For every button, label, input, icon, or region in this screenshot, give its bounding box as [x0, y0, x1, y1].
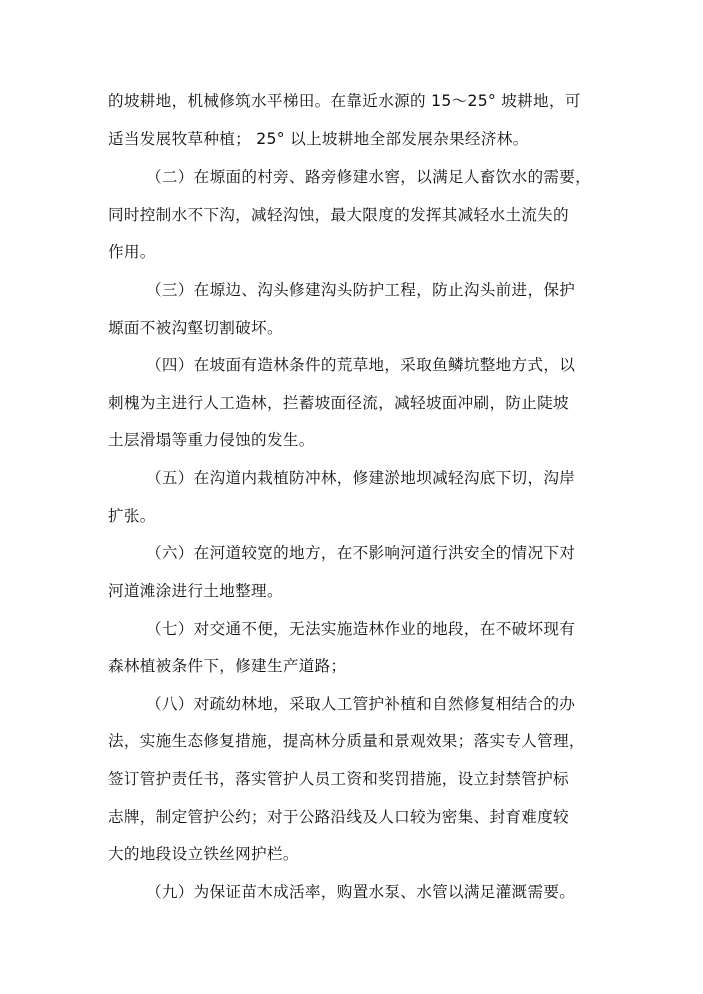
text-line: 法，实施生态修复措施，提高林分质量和景观效果；落实专人管理，	[108, 732, 585, 750]
text-line: 作用。	[108, 243, 156, 261]
text-line: 塬面不被沟壑切割破坏。	[108, 319, 283, 337]
text-line: 刺槐为主进行人工造林，拦蓄坡面径流，减轻坡面冲刷，防止陡坡	[108, 394, 569, 412]
text-line: 志牌，制定管护公约；对于公路沿线及人口较为密集、封育难度较	[108, 808, 569, 826]
paragraph-9-start: （九）为保证苗木成活率，购置水泵、水管以满足灌溉需要。	[146, 883, 576, 901]
paragraph-7-start: （七）对交通不便，无法实施造林作业的地段，在不破坏现有	[146, 620, 576, 638]
text-line: 大的地段设立铁丝网护栏。	[108, 845, 299, 863]
text-line: 森林植被条件下，修建生产道路；	[108, 657, 347, 675]
text-line: 扩张。	[108, 507, 156, 525]
text-line: 的坡耕地，机械修筑水平梯田。在靠近水源的 15～25° 坡耕地，可	[108, 92, 581, 110]
paragraph-8-start: （八）对疏幼林地，采取人工管护补植和自然修复相结合的办	[146, 695, 576, 713]
text-line: 签订管护责任书，落实管护人员工资和奖罚措施，设立封禁管护标	[108, 770, 569, 788]
text-line: 河道滩涂进行土地整理。	[108, 582, 283, 600]
paragraph-6-start: （六）在河道较宽的地方，在不影响河道行洪安全的情况下对	[146, 544, 576, 562]
text-line: 适当发展牧草种植； 25° 以上坡耕地全部发展杂果经济林。	[108, 130, 529, 148]
paragraph-2-start: （二）在塬面的村旁、路旁修建水窖，以满足人畜饮水的需要，	[146, 168, 592, 186]
text-line: 土层滑塌等重力侵蚀的发生。	[108, 431, 315, 449]
paragraph-3-start: （三）在塬边、沟头修建沟头防护工程，防止沟头前进，保护	[146, 281, 576, 299]
paragraph-5-start: （五）在沟道内栽植防冲林，修建淤地坝减轻沟底下切，沟岸	[146, 469, 576, 487]
paragraph-4-start: （四）在坡面有造林条件的荒草地，采取鱼鳞坑整地方式，以	[146, 356, 576, 374]
text-line: 同时控制水不下沟，减轻沟蚀，最大限度的发挥其减轻水土流失的	[108, 206, 569, 224]
